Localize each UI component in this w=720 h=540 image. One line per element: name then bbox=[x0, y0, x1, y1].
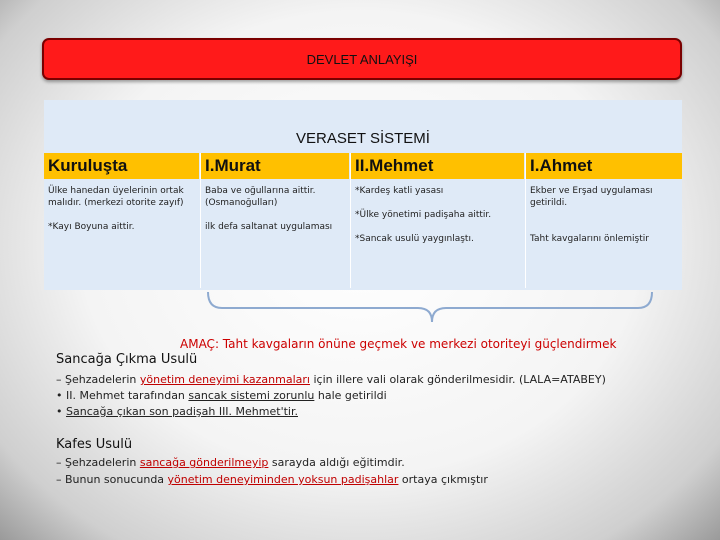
column-head-i-ahmet: I.Ahmet bbox=[526, 153, 682, 179]
table-cell: Taht kavgalarını önlemiştir bbox=[530, 234, 649, 244]
curly-bracket-icon bbox=[200, 290, 660, 332]
column-head-ii-mehmet: II.Mehmet bbox=[351, 153, 524, 179]
text-fragment: • II. Mehmet tarafından bbox=[56, 389, 189, 402]
table-cell: Baba ve oğullarına aittir.(Osmanoğulları) bbox=[205, 186, 316, 208]
text-fragment: için illere vali olarak gönderilmesidir. (LALA=ATABEY) bbox=[309, 373, 606, 386]
text-fragment: – Şehzadelerin bbox=[56, 373, 140, 386]
goal-statement: AMAÇ: Taht kavgaların önüne geçmek ve merkezi otoriteyi güçlendirmek bbox=[180, 337, 617, 351]
column-body-i-ahmet bbox=[526, 181, 682, 288]
sancak-line-2 bbox=[56, 389, 387, 402]
table-cell: *Kardeş katli yasası bbox=[355, 186, 444, 196]
column-head-i-murat: I.Murat bbox=[201, 153, 349, 179]
highlighted-text: sancağa gönderilmeyip bbox=[139, 456, 269, 469]
text-fragment: sarayda aldığı eğitimdir. bbox=[268, 456, 405, 469]
table-cell: Ekber ve Erşad uygulaması getirildi. bbox=[530, 186, 653, 208]
table-cell: *Kayı Boyuna aittir. bbox=[48, 222, 135, 232]
text-fragment: – Bunun sonucunda bbox=[56, 473, 168, 486]
table-cell: ilk defa saltanat uygulaması bbox=[205, 222, 333, 232]
column-divider bbox=[350, 153, 351, 288]
column-body-kurulusta bbox=[44, 181, 199, 288]
title-banner bbox=[42, 38, 682, 80]
section-title-kafes: Kafes Usulü bbox=[56, 437, 133, 452]
text-fragment: • bbox=[56, 405, 66, 418]
kafes-line-1 bbox=[56, 456, 405, 469]
column-divider bbox=[525, 153, 526, 288]
veraset-title: VERASET SİSTEMİ bbox=[296, 130, 430, 147]
underlined-text: sancak sistemi zorunlu bbox=[188, 389, 315, 402]
column-head-kurulusta: Kuruluşta bbox=[44, 153, 199, 179]
column-divider bbox=[200, 153, 201, 288]
text-fragment: ortaya çıkmıştır bbox=[398, 473, 488, 486]
kafes-line-2 bbox=[56, 473, 488, 486]
sancak-line-3 bbox=[56, 405, 298, 418]
underlined-text: Sancağa çıkan son padişah III. Mehmet'tir. bbox=[66, 405, 298, 418]
table-cell: *Ülke yönetimi padişaha aittir. bbox=[355, 210, 492, 220]
page-title: DEVLET ANLAYIŞI bbox=[306, 51, 418, 67]
text-fragment: hale getirildi bbox=[314, 389, 387, 402]
table-cell: *Sancak usulü yaygınlaştı. bbox=[355, 234, 474, 244]
column-body-i-murat bbox=[201, 181, 349, 288]
column-body-ii-mehmet bbox=[351, 181, 524, 288]
section-title-sancak: Sancağa Çıkma Usulü bbox=[56, 352, 198, 367]
table-cell: Ülke hanedan üyelerinin ortak malıdır. (merkezi otorite zayıf) bbox=[48, 186, 184, 208]
text-fragment: – Şehzadelerin bbox=[56, 456, 140, 469]
sancak-line-1 bbox=[56, 373, 606, 386]
highlighted-text: yönetim deneyiminden yoksun padişahlar bbox=[167, 473, 399, 486]
highlighted-text: yönetim deneyimi kazanmaları bbox=[139, 373, 310, 386]
